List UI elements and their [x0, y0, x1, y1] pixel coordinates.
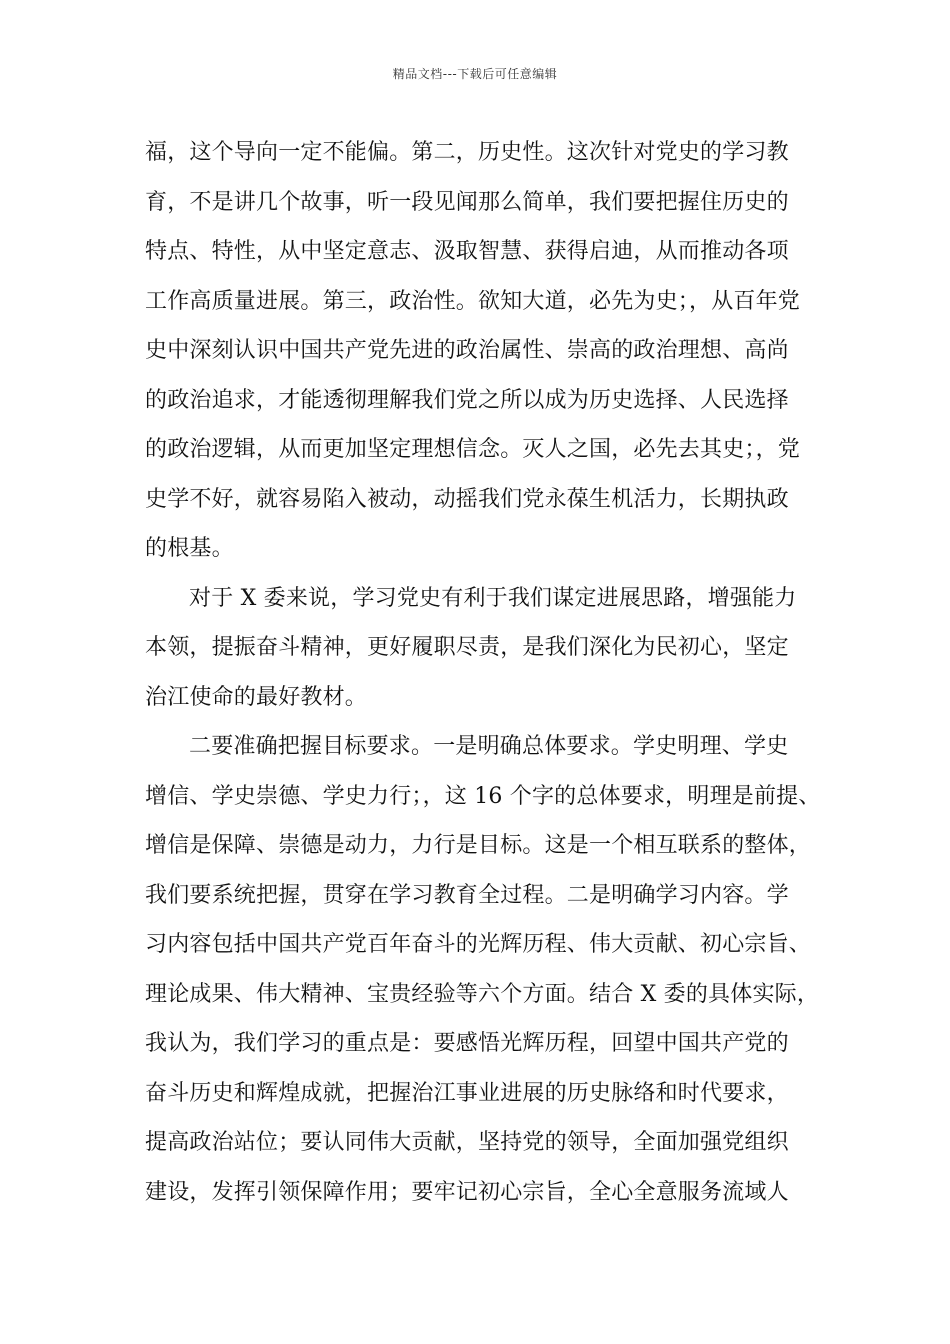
page-header: 精品文档---下载后可任意编辑	[392, 67, 558, 81]
text-line: 增信是保障、崇德是动力，力行是目标。这是一个相互联系的整体，	[145, 833, 812, 858]
text-line: 建设，发挥引领保障作用；要牢记初心宗旨，全心全意服务流域人	[145, 1179, 789, 1205]
text-line: 理论成果、伟大精神、宝贵经验等六个方面。结合 X 委的具体实际，	[145, 981, 820, 1007]
text-line: 对于 X 委来说，学习党史有利于我们谋定进展思路，增强能力	[189, 585, 797, 611]
text-line: 治江使命的最好教材。	[145, 684, 368, 710]
text-line: 我认为，我们学习的重点是：要感悟光辉历程，回望中国共产党的	[145, 1031, 789, 1056]
text-line: 的政治逻辑，从而更加坚定理想信念。灭人之国，必先去其史；，党	[145, 437, 801, 462]
text-line: 本领，提振奋斗精神，更好履职尽责，是我们深化为民初心，坚定	[145, 635, 789, 660]
text-line: 增信、学史崇德、学史力行；，这 16 个字的总体要求，明理是前提、	[145, 783, 821, 809]
text-line: 习内容包括中国共产党百年奋斗的光辉历程、伟大贡献、初心宗旨、	[145, 932, 812, 957]
text-line: 奋斗历史和辉煌成就，把握治江事业进展的历史脉络和时代要求，	[145, 1080, 789, 1106]
text-line: 提高政治站位；要认同伟大贡献，坚持党的领导，全面加强党组织	[145, 1130, 789, 1155]
body-text	[145, 128, 821, 1217]
text-line: 的根基。	[145, 536, 234, 561]
text-line: 二要准确把握目标要求。一是明确总体要求。学史明理、学史	[189, 734, 789, 759]
text-line: 的政治追求，才能透彻理解我们党之所以成为历史选择、人民选择	[145, 387, 789, 413]
text-line: 育，不是讲几个故事，听一段见闻那么简单，我们要把握住历史的	[145, 189, 789, 215]
text-line: 福，这个导向一定不能偏。第二，历史性。这次针对党史的学习教	[145, 140, 789, 165]
text-line: 特点、特性，从中坚定意志、汲取智慧、获得启迪，从而推动各项	[145, 239, 789, 264]
text-line: 工作高质量进展。第三，政治性。欲知大道，必先为史；，从百年党	[145, 288, 801, 314]
text-line: 我们要系统把握，贯穿在学习教育全过程。二是明确学习内容。学	[145, 882, 789, 908]
text-line: 史中深刻认识中国共产党先进的政治属性、崇高的政治理想、高尚	[145, 338, 789, 363]
text-line: 史学不好，就容易陷入被动，动摇我们党永葆生机活力，长期执政	[145, 486, 789, 512]
